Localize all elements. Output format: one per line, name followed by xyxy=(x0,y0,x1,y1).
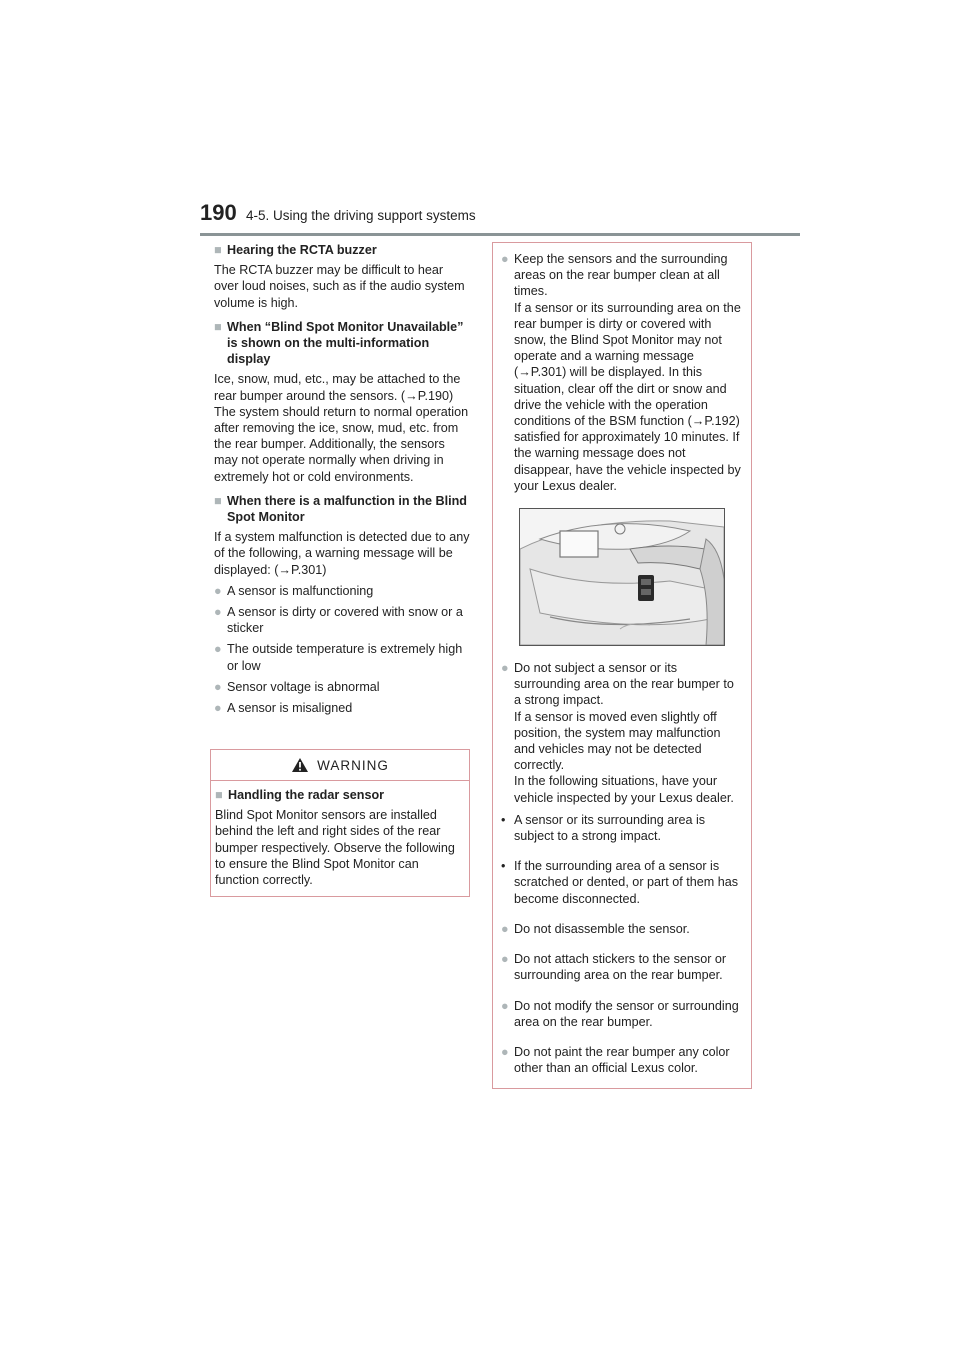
warning-body xyxy=(211,781,469,888)
square-bullet-icon: ■ xyxy=(215,788,223,802)
list-item: ● Do not subject a sensor or its surrounding area on the rear bumper to a strong impact. If a sensor is moved even slightly off position, the system may malfunction and vehicles may not be detected correctly. In the following situations, have your vehicle inspected by your Lexus dealer. xyxy=(501,661,734,805)
heading-unavailable: ■ When “Blind Spot Monitor Unavailable” is shown on the multi-information display xyxy=(214,319,464,367)
circle-bullet-icon: ● xyxy=(214,701,222,716)
list-item: • A sensor or its surrounding area is subject to a strong impact. xyxy=(501,812,706,844)
circle-bullet-icon: ● xyxy=(214,583,222,598)
section-title: 4-5. Using the driving support systems xyxy=(246,208,476,223)
list-item: ● A sensor is malfunctioning xyxy=(214,583,374,598)
square-bullet-icon: ■ xyxy=(214,319,222,334)
heading-rcta-buzzer: ■ Hearing the RCTA buzzer xyxy=(214,243,377,257)
circle-bullet-icon: ● xyxy=(501,921,509,936)
circle-bullet-icon: ● xyxy=(501,252,509,266)
car-rear-illustration xyxy=(520,509,724,645)
list-item: ● Sensor voltage is abnormal xyxy=(214,679,380,694)
dash-marker: • xyxy=(501,859,506,874)
right-warning-content xyxy=(501,251,743,1076)
list-item: ● Do not paint the rear bumper any color other than an official Lexus color. xyxy=(501,1044,730,1076)
circle-bullet-icon: ● xyxy=(501,661,509,676)
list-item: ● A sensor is dirty or covered with snow or a sticker xyxy=(214,605,463,636)
rear-bumper-sensor-illustration xyxy=(519,508,725,646)
circle-bullet-icon: ● xyxy=(501,998,509,1013)
circle-bullet-icon: ● xyxy=(501,952,509,967)
list-item: ● The outside temperature is extremely high or low xyxy=(214,642,463,673)
page-number: 190 xyxy=(200,200,237,225)
circle-bullet-icon: ● xyxy=(214,679,222,694)
warning-header: WARNING xyxy=(211,750,469,781)
header-rule xyxy=(200,233,800,236)
left-column xyxy=(214,242,470,716)
warning-title: ■ Handling the radar sensor xyxy=(215,788,385,802)
dash-marker: • xyxy=(501,812,506,827)
circle-bullet-icon: ● xyxy=(214,642,222,657)
list-item: ● A sensor is misaligned xyxy=(214,701,353,716)
warning-triangle-icon xyxy=(291,757,309,773)
circle-bullet-icon: ● xyxy=(214,605,222,620)
square-bullet-icon: ■ xyxy=(214,243,222,257)
paragraph-malfunction: If a system malfunction is detected due to any of the following, a warning message will be displayed: (→P.301) xyxy=(214,530,470,577)
paragraph-rcta-buzzer: The RCTA buzzer may be difficult to hear over loud noises, such as if the audio system volume is high. xyxy=(214,263,465,310)
list-item: ● Do not attach stickers to the sensor or surrounding area on the rear bumper. xyxy=(501,952,727,983)
warning-text: Blind Spot Monitor sensors are installed behind the left and right sides of the rear bumper respectively. Observe the following to ensure the Blind Spot Monitor can function correctly. xyxy=(215,808,455,888)
list-item: ● Do not disassemble the sensor. xyxy=(501,921,690,936)
list-item: • If the surrounding area of a sensor is scratched or dented, or part of them has become disconnected. xyxy=(501,859,739,906)
paragraph-unavailable: Ice, snow, mud, etc., may be attached to the rear bumper around the sensors. (→P.190) The system should return to normal operation after removing the ice, snow, mud, etc. from the rear bumper. Additionally, the sensors may not operate normally when driving in extremely hot or cold environments. xyxy=(214,372,469,484)
heading-malfunction: ■ When there is a malfunction in the Blind Spot Monitor xyxy=(214,493,467,525)
circle-bullet-icon: ● xyxy=(501,1044,509,1059)
square-bullet-icon: ■ xyxy=(214,493,222,508)
list-item: ● Keep the sensors and the surrounding areas on the rear bumper clean at all times. If a sensor or its surrounding area on the rear bumper is dirty or covered with snow, the Blind Spot Monitor may not operate and a warning message (→P.301) will be displayed. In this situation, clear off the dirt or snow and drive the vehicle with the operation conditions of the BSM function (→P.192) satisfied for approximately 10 minutes. If the warning message does not disappear, have the vehicle inspected by your Lexus dealer. xyxy=(501,252,741,493)
list-item: ● Do not modify the sensor or surrounding area on the rear bumper. xyxy=(501,998,739,1029)
right-warning-box xyxy=(492,242,752,1089)
warning-box xyxy=(210,749,470,897)
